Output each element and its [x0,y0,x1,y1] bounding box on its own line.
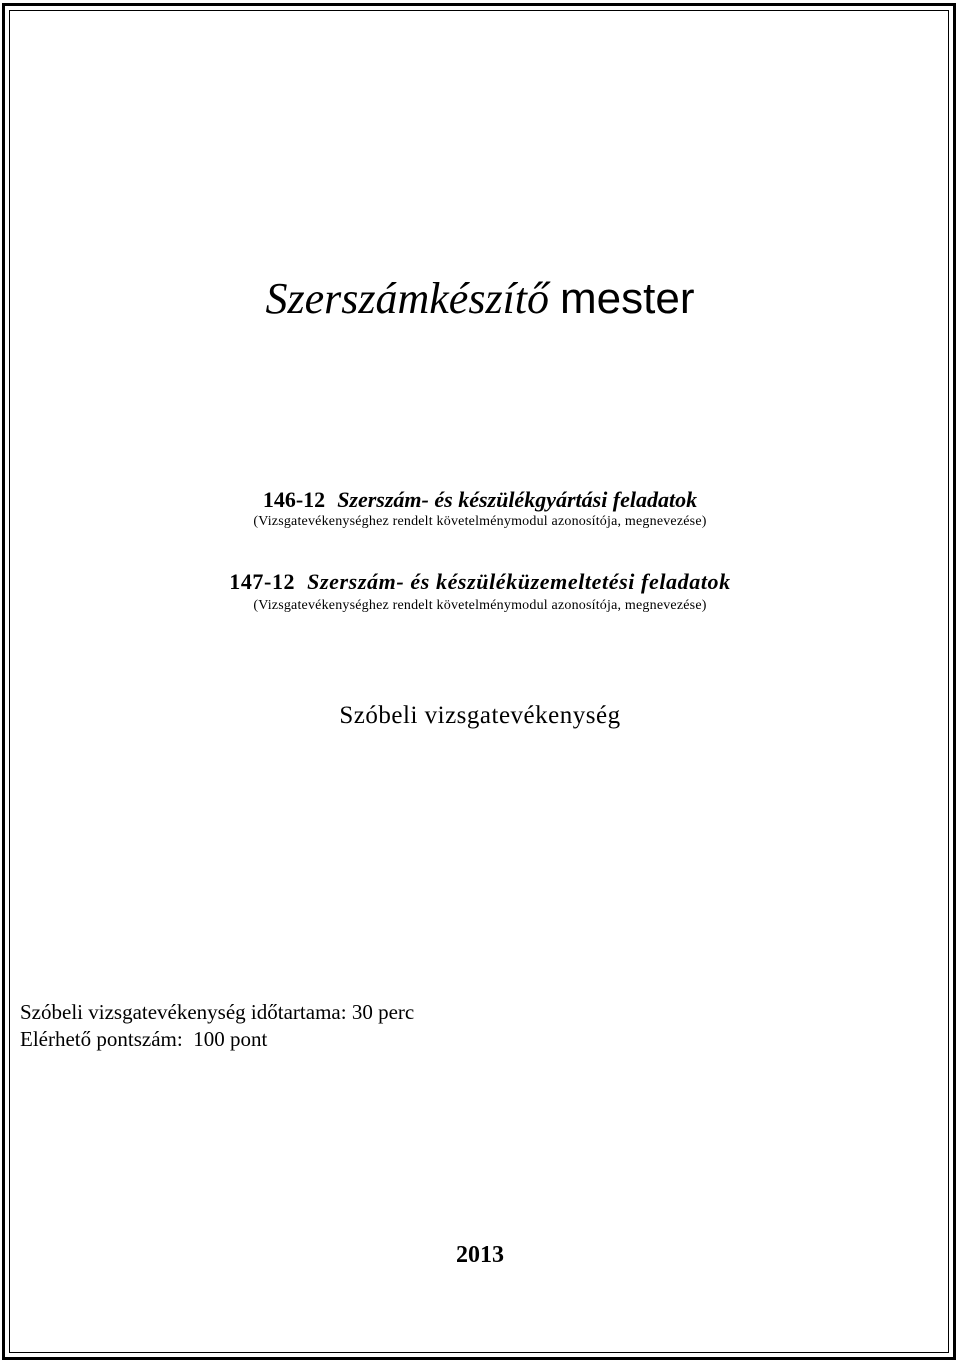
title-profession: Szerszámkészítő [265,274,550,323]
module-name: Szerszám- és készülékgyártási feladatok [337,487,698,512]
document-year: 2013 [456,1242,504,1268]
module-heading [0,487,960,513]
document-title [0,272,960,326]
module-block-1 [0,487,960,530]
points-value: 100 pont [193,1027,268,1051]
module-name: Szerszám- és készüléküzemeltetési feladatok [307,569,731,594]
duration-line [20,999,414,1025]
duration-value: 30 perc [351,1000,415,1024]
module-description: (Vizsgatevékenységhez rendelt követelménymodul azonosítója, megnevezése) [253,514,707,529]
page-border-inner [9,10,949,1353]
module-description: (Vizsgatevékenységhez rendelt követelménymodul azonosítója, megnevezése) [253,598,707,613]
module-code: 146-12 [262,487,326,512]
exam-type-heading: Szóbeli vizsgatevékenység [339,702,621,729]
points-line [20,1026,267,1052]
module-block-2 [0,569,960,614]
points-label: Elérhető pontszám: [20,1027,183,1051]
duration-label: Szóbeli vizsgatevékenység időtartama: [20,1000,347,1024]
module-heading [0,569,960,595]
title-suffix: mester [560,274,695,323]
module-code: 147-12 [229,569,296,594]
